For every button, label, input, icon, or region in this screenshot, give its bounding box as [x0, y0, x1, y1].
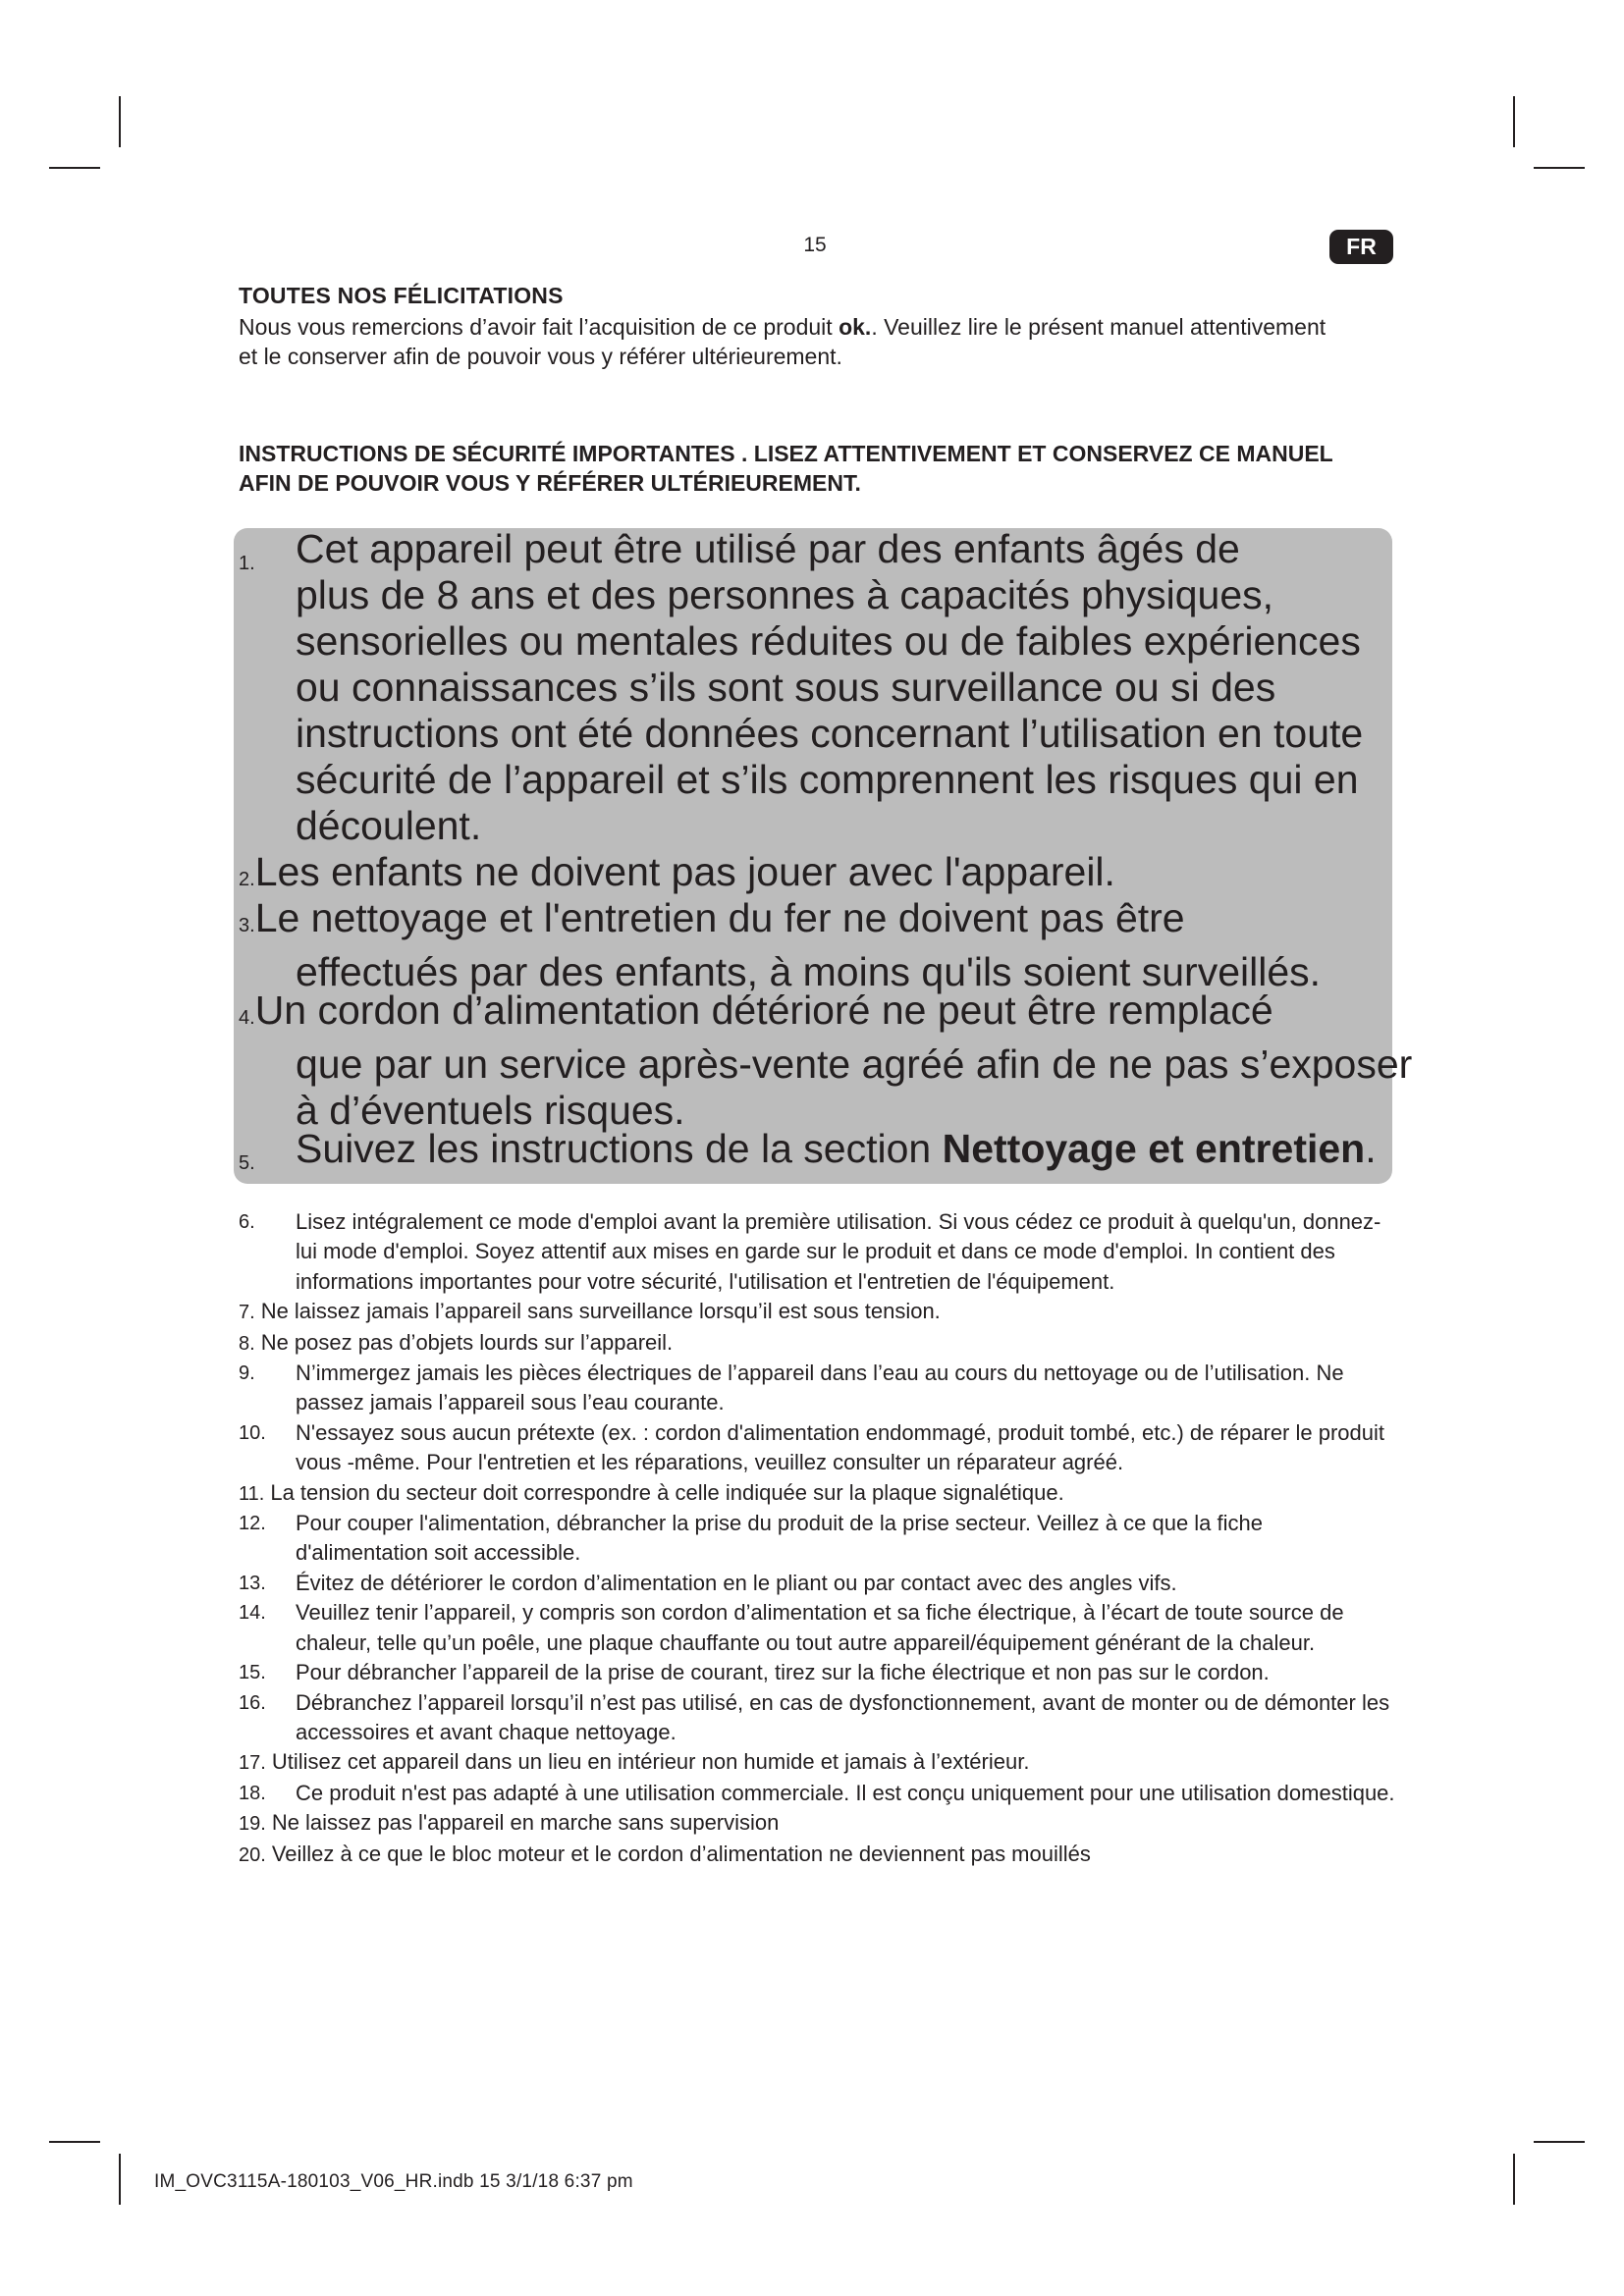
item-number: 1. [239, 553, 255, 574]
item-line: Un cordon d’alimentation détérioré ne peut être remplacé [254, 988, 1273, 1033]
list-item-number: 20. [239, 1843, 266, 1866]
highlighted-item-5 [239, 1126, 1417, 1172]
list-item-number: 10. [239, 1421, 266, 1444]
list-item [239, 1418, 1397, 1478]
print-file-info: IM_OVC3115A-180103_V06_HR.indb 15 3/1/18 6:37 pm [154, 2171, 633, 2192]
item-line: à d’éventuels risques. [296, 1088, 685, 1133]
crop-mark-top-right-horizontal [1534, 167, 1585, 169]
list-item-number: 14. [239, 1602, 266, 1625]
item-number: 3. [239, 915, 255, 936]
list-item-number: 17. [239, 1752, 266, 1775]
list-item [239, 1688, 1397, 1748]
item-text: Suivez les instructions de la section [296, 1126, 943, 1171]
list-item-text: Ne laissez jamais l’appareil sans surveillance lorsqu’il est sous tension. [260, 1299, 941, 1324]
item-line: sensorielles ou mentales réduites ou de faibles expériences [296, 618, 1361, 664]
list-item-number: 6. [239, 1211, 255, 1233]
item-line: sécurité de l’appareil et s’ils comprennent les risques qui en [296, 757, 1359, 802]
item-number: 5. [239, 1152, 255, 1174]
section-reference: Nettoyage et entretien [942, 1126, 1366, 1171]
highlighted-item-3 [239, 895, 1417, 995]
item-number: 2. [239, 869, 255, 890]
list-item-text: Évitez de détériorer le cordon d’alimentation en le pliant ou par contact avec des angles vifs. [296, 1570, 1177, 1595]
list-item-number: 19. [239, 1813, 266, 1836]
list-item-text: Débranchez l’appareil lorsqu’il n’est pas utilisé, en cas de dysfonctionnement, avant de monter ou de démonter les accessoires et avant chaque nettoyage. [296, 1689, 1390, 1744]
list-item-text: Lisez intégralement ce mode d'emploi avant la première utilisation. Si vous cédez ce produit à quelqu'un, donnez-lui mode d'emploi. Soyez attentif aux mises en garde sur le produit et dans ce mode d'emploi. In contient des informations importantes pour votre sécurité, l'utilisation et l'entretien de l'équipement. [296, 1209, 1381, 1294]
item-text-end: . [1365, 1126, 1377, 1171]
list-item [239, 1297, 1397, 1327]
list-item [239, 1808, 1397, 1839]
list-item-text: Veillez à ce que le bloc moteur et le cordon d’alimentation ne deviennent pas mouillés [271, 1841, 1091, 1866]
product-name: ok. [839, 314, 872, 340]
safety-heading: INSTRUCTIONS DE SÉCURITÉ IMPORTANTES . LISEZ ATTENTIVEMENT ET CONSERVEZ CE MANUEL AFIN DE POUVOIR VOUS Y RÉFÉRER ULTÉRIEUREMENT. [239, 441, 1333, 496]
list-item-text: Pour couper l'alimentation, débrancher la prise du produit de la prise secteur. Veillez à ce que la fiche d'alimentation soit accessible. [296, 1511, 1264, 1566]
list-item-number: 12. [239, 1513, 266, 1535]
crop-mark-bottom-right-horizontal [1534, 2141, 1585, 2143]
list-item [239, 1658, 1397, 1687]
list-item [239, 1359, 1397, 1418]
item-line: ou connaissances s’ils sont sous surveillance ou si des [296, 665, 1276, 710]
item-line: plus de 8 ans et des personnes à capacités physiques, [296, 572, 1274, 617]
safety-instructions-list [239, 1207, 1397, 1870]
crop-mark-bottom-left-horizontal [49, 2141, 100, 2143]
crop-mark-top-left-horizontal [49, 167, 100, 169]
list-item-number: 7. [239, 1302, 255, 1324]
list-item-text: Ne laissez pas l'appareil en marche sans supervision [271, 1810, 780, 1836]
item-line: découlent. [296, 803, 482, 848]
item-line: Les enfants ne doivent pas jouer avec l'appareil. [254, 849, 1115, 894]
list-item-number: 11. [239, 1482, 265, 1505]
item-line: instructions ont été données concernant l’utilisation en toute [296, 711, 1364, 756]
crop-mark-bottom-right-vertical [1513, 2154, 1515, 2205]
intro-text-after: . Veuillez lire le présent manuel attentivement et le conserver afin de pouvoir vous y référer ultérieurement. [239, 314, 1326, 369]
item-number: 4. [239, 1007, 255, 1029]
crop-mark-top-right-vertical [1513, 96, 1515, 147]
list-item [239, 1779, 1397, 1808]
language-badge: FR [1329, 230, 1393, 264]
list-item-number: 18. [239, 1782, 266, 1804]
highlighted-item-4 [239, 988, 1417, 1134]
list-item [239, 1207, 1397, 1297]
list-item-number: 13. [239, 1572, 266, 1594]
list-item [239, 1840, 1397, 1870]
congratulations-title: TOUTES NOS FÉLICITATIONS [239, 283, 564, 308]
list-item-text: La tension du secteur doit correspondre à celle indiquée sur la plaque signalétique. [270, 1479, 1064, 1505]
list-item-text: Utilisez cet appareil dans un lieu en intérieur non humide et jamais à l’extérieur. [271, 1749, 1030, 1775]
list-item-text: Veuillez tenir l’appareil, y compris son cordon d’alimentation et sa fiche électrique, à l’écart de toute source de chaleur, telle qu’un poêle, une plaque chauffante ou tout autre appareil/équipement générant de la chaleur. [296, 1600, 1344, 1655]
list-item [239, 1328, 1397, 1359]
crop-mark-bottom-left-vertical [119, 2154, 121, 2205]
highlighted-item-1 [239, 526, 1417, 849]
item-line: Cet appareil peut être utilisé par des enfants âgés de [296, 526, 1240, 571]
item-line: que par un service après-vente agréé afin de ne pas s’exposer [296, 1041, 1413, 1087]
list-item-text: Pour débrancher l’appareil de la prise de courant, tirez sur la fiche électrique et non pas sur le cordon. [296, 1660, 1270, 1685]
list-item [239, 1478, 1397, 1509]
list-item-text: N’immergez jamais les pièces électriques de l’appareil dans l’eau au cours du nettoyage ou de l’utilisation. Ne passez jamais l’appareil sous l’eau courante. [296, 1361, 1344, 1415]
list-item [239, 1598, 1397, 1658]
list-item-text: Ce produit n'est pas adapté à une utilisation commerciale. Il est conçu uniquement pour une utilisation domestique. [296, 1780, 1395, 1805]
list-item-text: Ne posez pas d’objets lourds sur l’appareil. [260, 1329, 674, 1355]
list-item-text: N'essayez sous aucun prétexte (ex. : cordon d'alimentation endommagé, produit tombé, etc.) de réparer le produit vous -même. Pour l'entretien et les réparations, veuillez consulter un réparateur agréé. [296, 1419, 1385, 1475]
item-line: Le nettoyage et l'entretien du fer ne doivent pas être [254, 895, 1185, 940]
list-item [239, 1569, 1397, 1598]
page-number: 15 [803, 234, 827, 256]
list-item [239, 1509, 1397, 1569]
crop-mark-top-left-vertical [119, 96, 121, 147]
list-item [239, 1747, 1397, 1778]
list-item-number: 9. [239, 1362, 255, 1385]
congratulations-text [239, 312, 1328, 371]
item-line: effectués par des enfants, à moins qu'ils soient surveillés. [296, 949, 1322, 994]
list-item-number: 15. [239, 1662, 266, 1684]
list-item-number: 16. [239, 1691, 266, 1714]
list-item-number: 8. [239, 1332, 255, 1355]
intro-text-before: Nous vous remercions d’avoir fait l’acquisition de ce produit [239, 314, 839, 340]
